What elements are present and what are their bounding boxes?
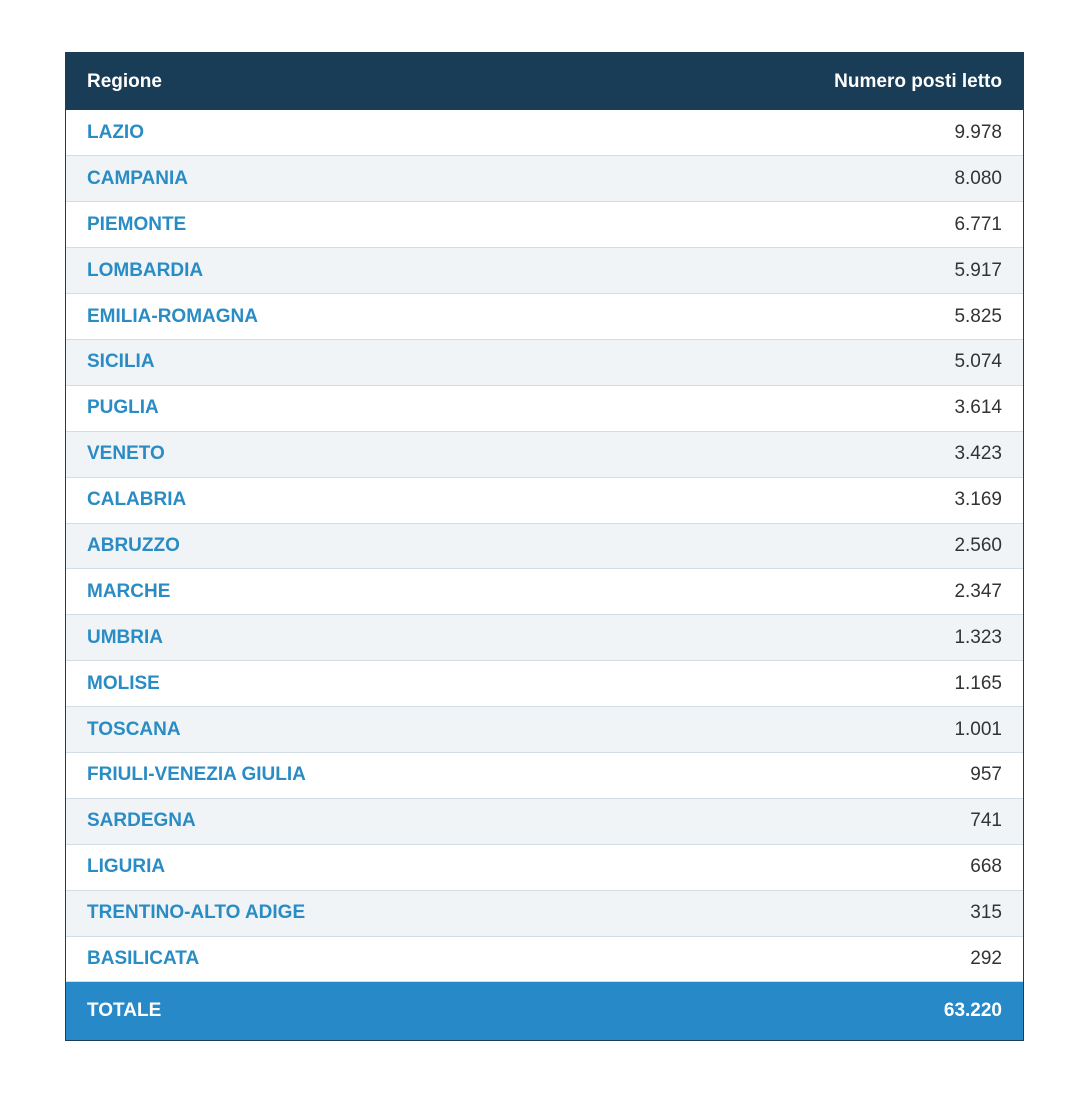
beds-value: 292	[970, 947, 1002, 969]
table-row	[66, 156, 1023, 202]
total-row	[66, 982, 1023, 1040]
table-row	[66, 248, 1023, 294]
region-name: TOSCANA	[87, 718, 181, 740]
table-row	[66, 477, 1023, 523]
region-name: PUGLIA	[87, 397, 159, 419]
beds-value: 9.978	[954, 121, 1002, 143]
table-row	[66, 431, 1023, 477]
region-name: LIGURIA	[87, 856, 166, 878]
table-row	[66, 707, 1023, 753]
table-row	[66, 110, 1023, 156]
region-name: SICILIA	[87, 351, 155, 373]
table-row	[66, 661, 1023, 707]
table-row	[66, 615, 1023, 661]
beds-value: 8.080	[954, 167, 1002, 189]
total-label: TOTALE	[87, 1000, 162, 1022]
beds-value: 5.825	[954, 305, 1002, 327]
region-name: LOMBARDIA	[87, 259, 204, 281]
total-value: 63.220	[943, 1000, 1002, 1022]
region-name: MOLISE	[87, 672, 160, 694]
region-name: CALABRIA	[87, 489, 187, 511]
beds-value: 3.169	[954, 489, 1002, 511]
beds-table-container	[65, 52, 1024, 1041]
beds-value: 1.165	[954, 672, 1002, 694]
column-header-region: Regione	[87, 70, 162, 92]
region-name: UMBRIA	[87, 626, 163, 648]
table-header	[66, 53, 1023, 110]
table-row	[66, 890, 1023, 936]
region-name: LAZIO	[87, 121, 144, 143]
beds-value: 741	[970, 810, 1002, 832]
region-name: TRENTINO-ALTO ADIGE	[87, 902, 306, 924]
beds-value: 1.001	[954, 718, 1002, 740]
table-row	[66, 844, 1023, 890]
region-name: ABRUZZO	[87, 534, 180, 556]
beds-value: 668	[970, 856, 1002, 878]
region-name: PIEMONTE	[87, 213, 187, 235]
region-name: MARCHE	[87, 580, 171, 602]
table-row	[66, 202, 1023, 248]
table-footer	[66, 982, 1023, 1040]
beds-value: 1.323	[954, 626, 1002, 648]
beds-value: 957	[970, 764, 1002, 786]
table-row	[66, 798, 1023, 844]
table-row	[66, 339, 1023, 385]
region-name: BASILICATA	[87, 947, 200, 969]
beds-value: 2.347	[954, 580, 1002, 602]
table-row	[66, 294, 1023, 340]
table-row	[66, 936, 1023, 982]
beds-value: 2.560	[954, 534, 1002, 556]
beds-by-region-table	[66, 53, 1023, 1040]
region-name: FRIULI-VENEZIA GIULIA	[87, 764, 306, 786]
table-body	[66, 110, 1023, 982]
region-name: VENETO	[87, 443, 165, 465]
beds-value: 5.917	[954, 259, 1002, 281]
table-row	[66, 523, 1023, 569]
table-row	[66, 752, 1023, 798]
region-name: CAMPANIA	[87, 167, 188, 189]
region-name: SARDEGNA	[87, 810, 196, 832]
beds-value: 6.771	[954, 213, 1002, 235]
beds-value: 3.614	[954, 397, 1002, 419]
beds-value: 5.074	[954, 351, 1002, 373]
header-row	[66, 53, 1023, 110]
table-row	[66, 385, 1023, 431]
beds-value: 315	[970, 902, 1002, 924]
table-row	[66, 569, 1023, 615]
beds-value: 3.423	[954, 443, 1002, 465]
column-header-beds: Numero posti letto	[834, 70, 1002, 92]
region-name: EMILIA-ROMAGNA	[87, 305, 258, 327]
